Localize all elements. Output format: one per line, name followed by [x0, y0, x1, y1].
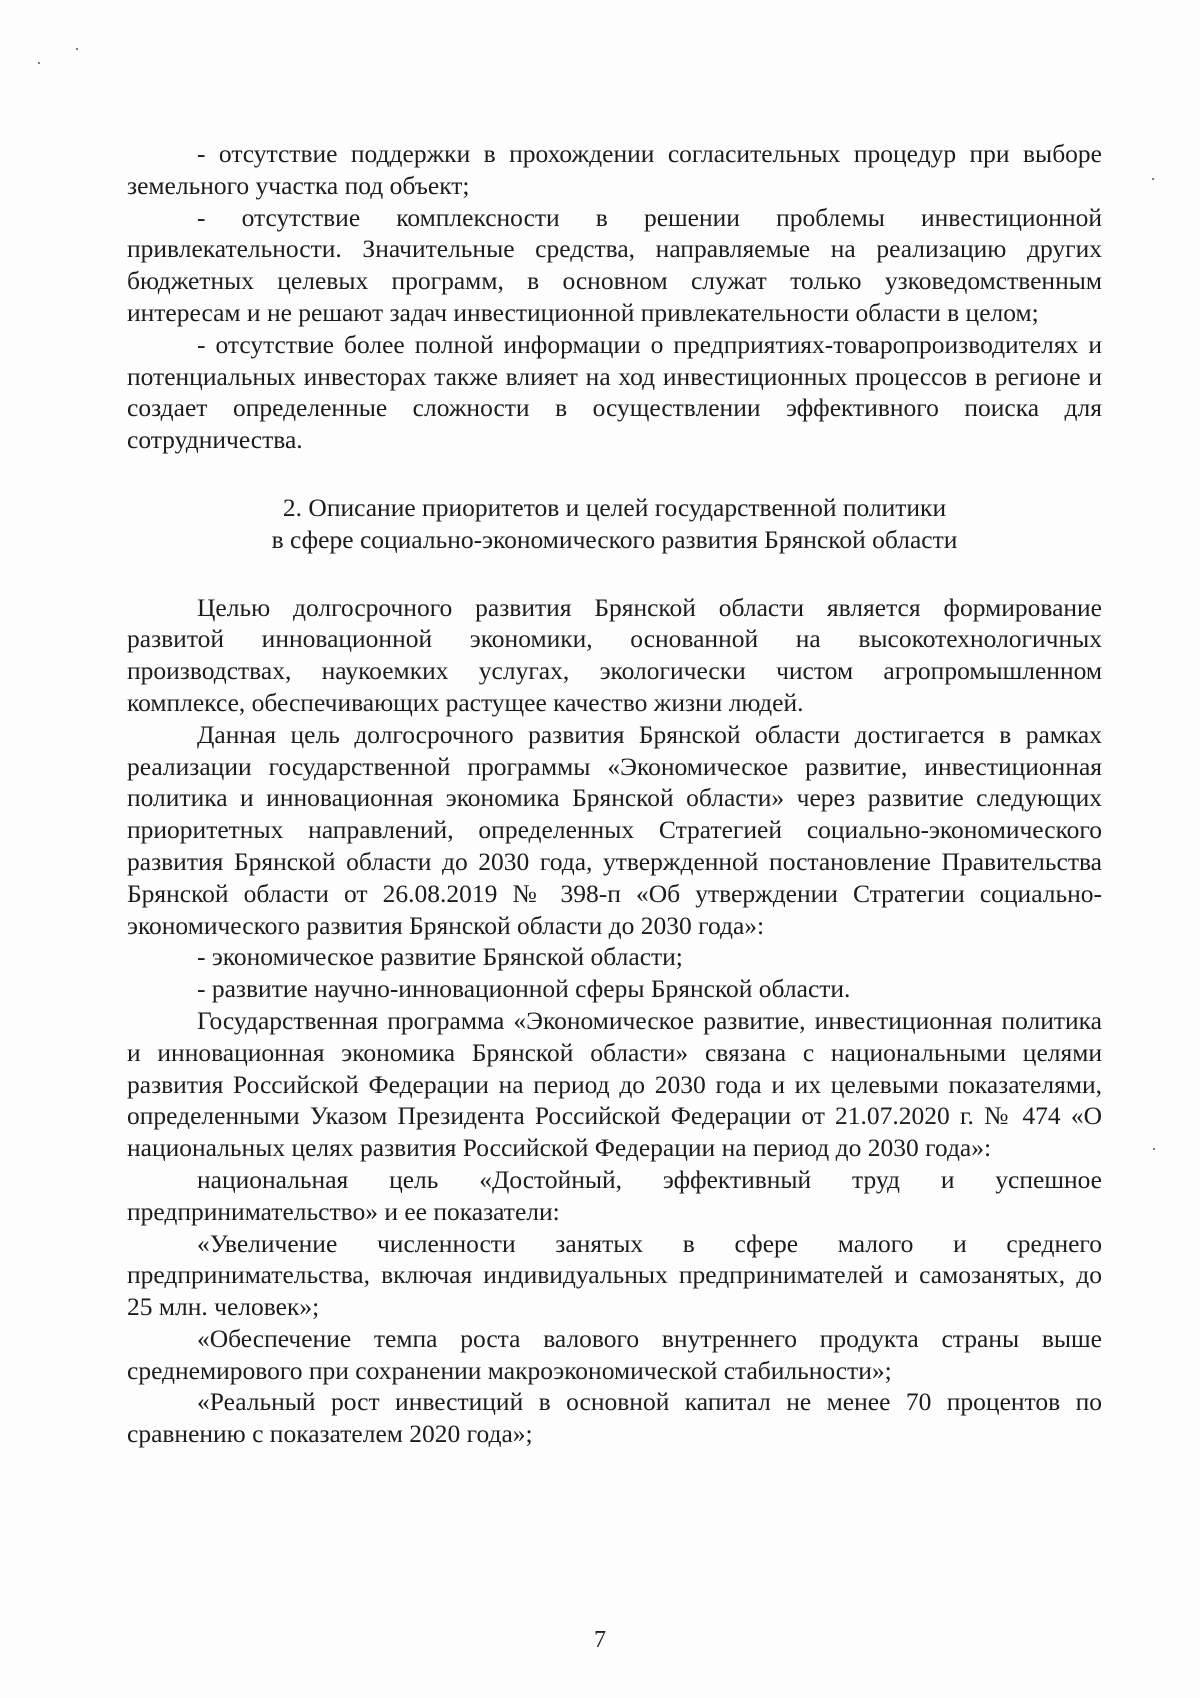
section-heading-line: 2. Описание приоритетов и целей государственной политики [282, 492, 947, 522]
paragraph: - отсутствие поддержки в прохождении согласительных процедур при выборе земельного участка под объект; [127, 139, 1102, 200]
paragraph: Целью долгосрочного развития Брянской области является формирование развитой инновационной экономики, основанной на высокотехнологичных производствах, наукоемких услугах, экологически чистом агропромышленном комплексе, обеспечивающих растущее качество жизни людей. [127, 592, 1102, 717]
section-heading [127, 492, 1102, 556]
scan-speck [1152, 178, 1154, 180]
paragraph: «Увеличение численности занятых в сфере малого и среднего предпринимательства, включая индивидуальных предпринимателей и самозанятых, до 25 млн. человек»; [127, 1228, 1102, 1322]
scan-speck [38, 62, 40, 64]
paragraph: Данная цель долгосрочного развития Брянской области достигается в рамках реализации государственной программы «Экономическое развитие, инвестиционная политика и инновационная экономика Брянской области» через развитие следующих приоритетных направлений, определенных Стратегией социально-экономического развития Брянской области до 2030 года, утвержденной постановление Правительства Брянской области от 26.08.2019 № 398-п «Об утверждении Стратегии социально-экономического развития Брянской области до 2030 года»: [127, 719, 1102, 940]
paragraph: - экономическое развитие Брянской области; [197, 942, 683, 972]
page-number: 7 [594, 1627, 606, 1653]
paragraph: «Обеспечение темпа роста валового внутреннего продукта страны выше среднемирового при сохранении макроэкономической стабильности»; [127, 1323, 1102, 1385]
paragraph: - отсутствие комплексности в решении проблемы инвестиционной привлекательности. Значительные средства, направляемые на реализацию других бюджетных целевых программ, в основном служат только узковедомственным интересам и не решают задач инвестиционной привлекательности области в целом; [127, 202, 1102, 327]
paragraph: - развитие научно-инновационной сферы Брянской области. [197, 974, 851, 1004]
scan-speck [76, 48, 78, 50]
document-body [127, 138, 1102, 1450]
scan-speck [1153, 1148, 1155, 1150]
paragraph: - отсутствие более полной информации о предприятиях-товаропроизводителях и потенциальных инвесторах также влияет на ход инвестиционных процессов в регионе и создает определенные сложности в осуществлении эффективного поиска для сотрудничества. [127, 329, 1102, 455]
paragraph: национальная цель «Достойный, эффективный труд и успешное предпринимательство» и ее показатели: [127, 1164, 1102, 1226]
paragraph: Государственная программа «Экономическое развитие, инвестиционная политика и инновационная экономика Брянской области» связана с национальными целями развития Российской Федерации на период до 2030 года и их целевыми показателями, определенными Указом Президента Российской Федерации от 21.07.2020 г. № 474 «О национальных целях развития Российской Федерации на период до 2030 года»: [127, 1005, 1102, 1163]
paragraph: «Реальный рост инвестиций в основной капитал не менее 70 процентов по сравнению с показателем 2020 года»; [127, 1387, 1102, 1449]
section-heading-line: в сфере социально-экономического развития Брянской области [271, 524, 958, 554]
